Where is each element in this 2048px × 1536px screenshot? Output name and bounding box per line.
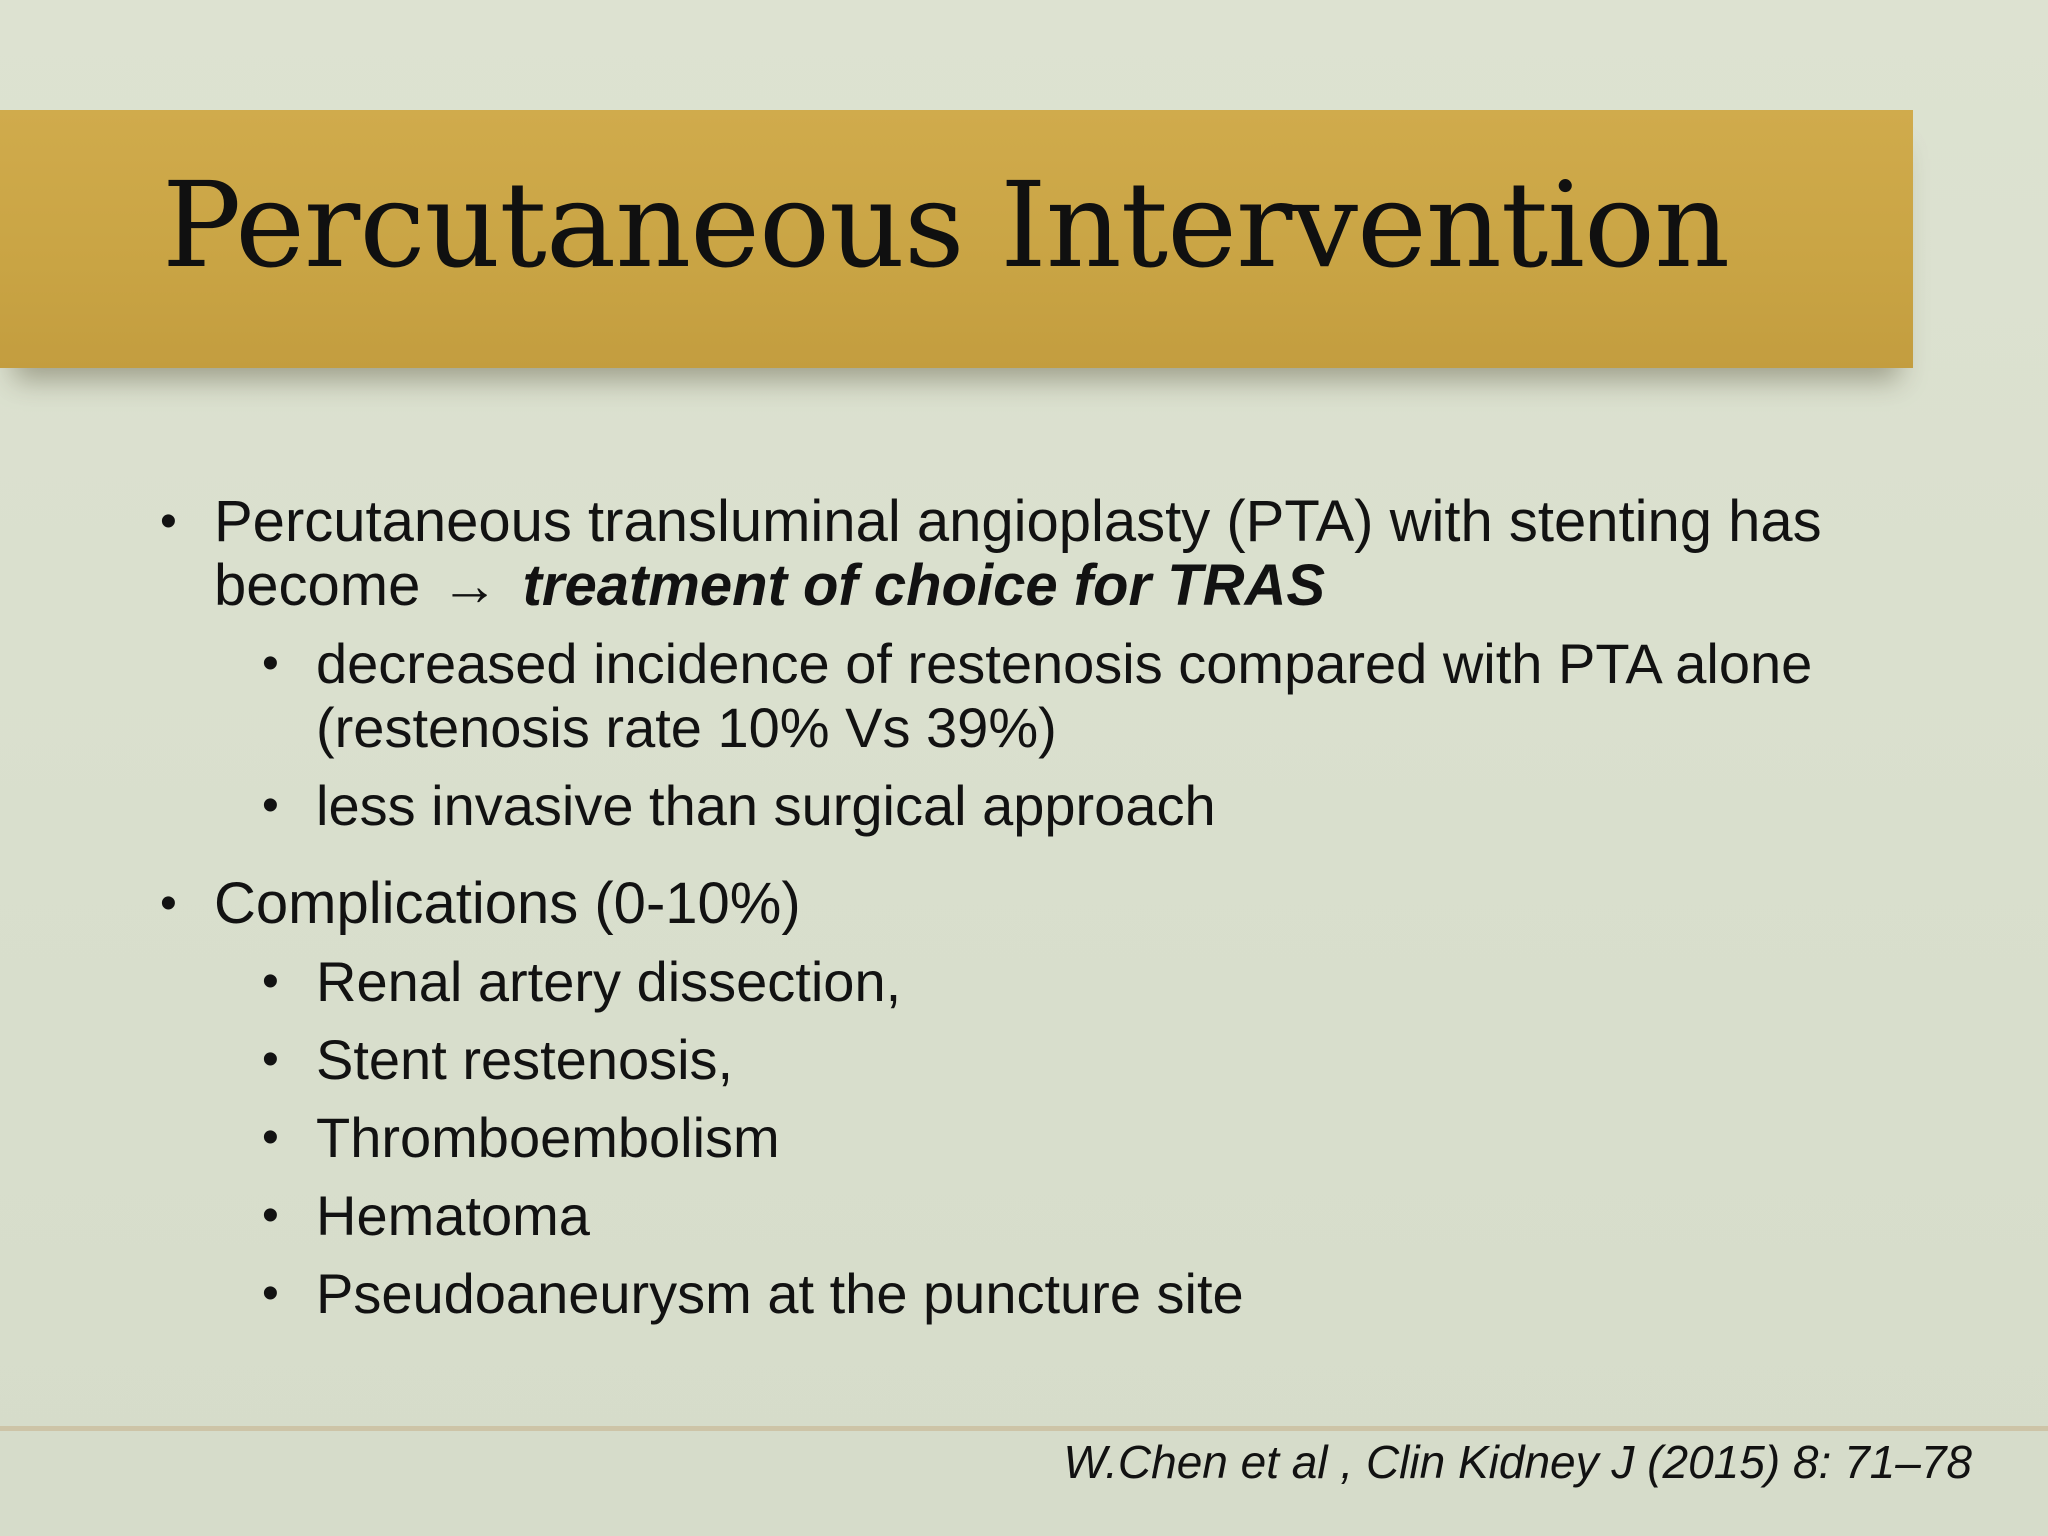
citation: W.Chen et al , Clin Kidney J (2015) 8: 71–78: [1063, 1436, 1972, 1488]
right-arrow-icon: →: [440, 553, 499, 618]
bullet-pta-emphasis: treatment of choice for TRAS: [522, 553, 1326, 618]
sub-bullet-stent-restenosis: • Stent restenosis,: [262, 1028, 1920, 1092]
slide-title: Percutaneous Intervention: [162, 156, 1730, 294]
bullet-pta-text: Percutaneous transluminal angioplasty (PTA) with stenting has become: [214, 489, 1822, 618]
sub-bullet-pseudoaneurysm: • Pseudoaneurysm at the puncture site: [262, 1262, 1920, 1326]
bullet-complications: • Complications (0-10%): [160, 872, 1920, 936]
sub-bullet-renal-artery-dissection: • Renal artery dissection,: [262, 950, 1920, 1014]
sub-bullet-hematoma: • Hematoma: [262, 1184, 1920, 1248]
bullet-pta: [160, 490, 1920, 618]
sub-bullet-restenosis: • decreased incidence of restenosis compared with PTA alone (restenosis rate 10% Vs 39%): [262, 632, 1920, 760]
footer-divider: [0, 1426, 2048, 1431]
slide-content: [160, 490, 1920, 1326]
sub-bullet-thromboembolism: • Thromboembolism: [262, 1106, 1920, 1170]
sub-bullet-less-invasive: • less invasive than surgical approach: [262, 774, 1920, 838]
